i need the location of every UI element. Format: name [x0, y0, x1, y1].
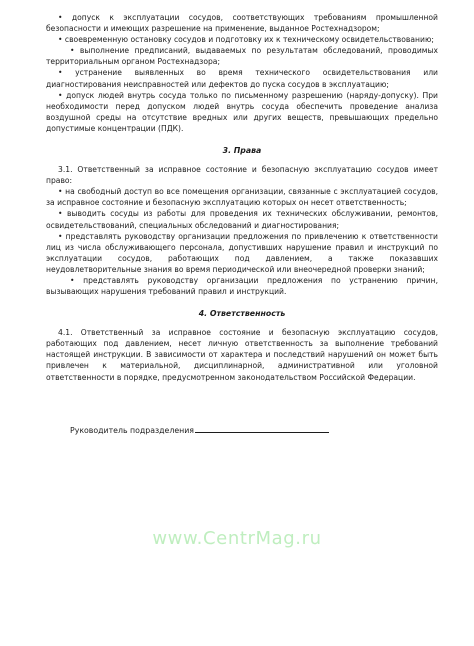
rights-intro: 3.1. Ответственный за исправное состояние и безопасную эксплуатацию сосудов имеет право: [46, 165, 438, 186]
document-body [46, 12, 438, 436]
section-title-rights: 3. Права [222, 146, 262, 156]
duty-item-orders: • выполнение предписаний, выдаваемых по результатам обследований, проводимых территориальным органом Ростехнадзора; [46, 46, 438, 67]
rights-item-proposals: • представлять руководству организации предложения по устранению причин, вызывающих нарушения требований правил и инструкций. [46, 275, 438, 297]
rights-item-accountability: • представлять руководству организации предложения по привлечению к ответственности лиц из числа обслуживающего персонала, допустивших нарушение правил и инструкций по эксплуатации сосудов, работающих под давлением, а также показавших неудовлетворительные знания во время периодической или внеочередной проверки знаний; [46, 231, 438, 274]
duty-item-defects: • устранение выявленных во время технического освидетельствования или диагностирования неисправностей или дефектов до пуска сосудов в эксплуатацию; [46, 68, 438, 89]
signature-label: Руководитель подразделения [70, 425, 194, 435]
duty-item-stopping: • своевременную остановку сосудов и подготовку их к техническому освидетельствованию; [58, 35, 434, 45]
section-title-responsibility: 4. Ответственность [198, 309, 286, 319]
signature-row [46, 424, 438, 436]
signature-line [195, 424, 329, 433]
responsibility-text: 4.1. Ответственный за исправное состояние и безопасную эксплуатацию сосудов, работающих под давлением, несет личную ответственность за выполнение требований настоящей инструкции. В зависимости от характера и последствий нарушений он может быть привлечен к материальной, дисциплинарной, административной или уголовной ответственности в порядке, предусмотренном законодательством Российской Федерации. [46, 328, 438, 382]
duty-item-permission: • допуск к эксплуатации сосудов, соответствующих требованиям промышленной безопасности и имеющих разрешение на применение, выданное Ростехнадзором; [46, 13, 438, 34]
rights-item-shutdown: • выводить сосуды из работы для проведения их технических обслуживании, ремонтов, освидетельствований, специальных обследований и диагностирования; [46, 209, 438, 230]
watermark: www.CentrMag.ru [152, 528, 322, 549]
duty-item-admission: • допуск людей внутрь сосуда только по письменному разрешению (наряду-допуску). При необходимости перед допуском людей внутрь сосуда обеспечить проведение анализа воздушной среды на отсутствие вредных или других веществ, превышающих предельно допустимые концентрации (ПДК). [46, 90, 438, 133]
rights-item-access: • на свободный доступ во все помещения организации, связанные с эксплуатацией сосудов, за исправное состояние и безопасную эксплуатацию которых он несет ответственность; [46, 187, 438, 208]
